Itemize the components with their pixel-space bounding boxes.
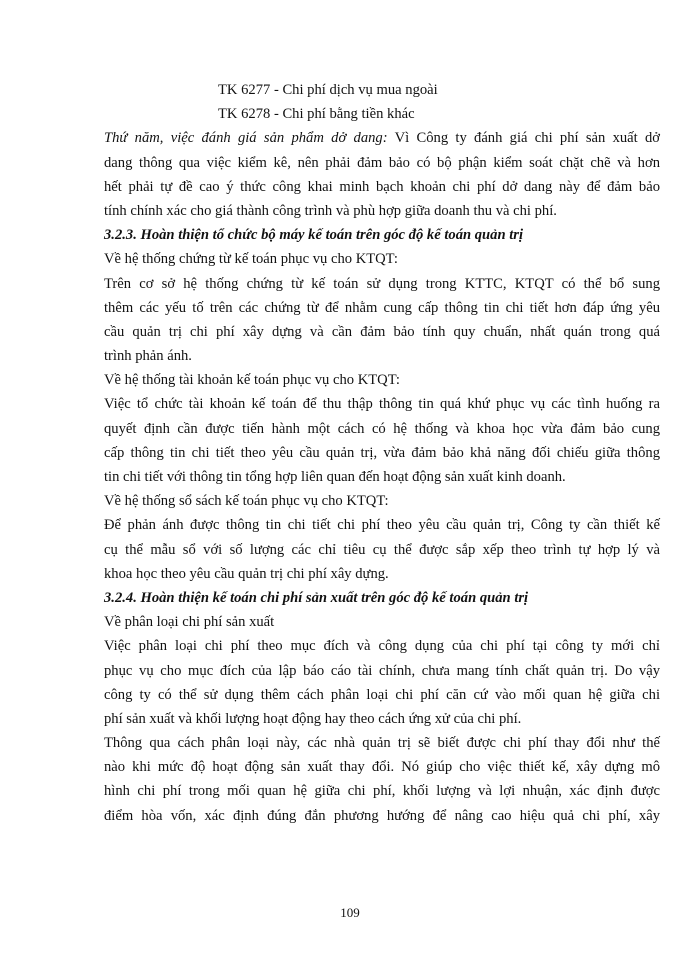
subheading-accounts: Về hệ thống tài khoản kế toán phục vụ cho KTQT: [104,372,400,389]
paragraph-line: điểm hòa vốn, xác định đúng đắn phương hướng để nâng cao hiệu quả chi phí, xây [104,807,660,824]
paragraph-line: hết phải tự đề cao ý thức công khai minh bạch khoản chi phí dở dang này để đảm bảo [104,178,660,195]
paragraph-line: Trên cơ sở hệ thống chứng từ kế toán sử dụng trong KTTC, KTQT có thể bổ sung [104,275,660,292]
paragraph-classification [104,634,660,731]
paragraph-line: Thông qua cách phân loại này, các nhà quản trị sẽ biết được chi phí thay đổi như thế [104,735,660,752]
paragraph-line: Việc phân loại chi phí theo mục đích và công dụng của chi phí tại công ty mới chỉ [104,638,660,655]
paragraph-line: công ty có thể sử dụng thêm cách phân loại chi phí căn cứ vào mối quan hệ giữa chi [104,686,660,703]
paragraph-line: khoa học theo yêu cầu quản trị chi phí xây dựng. [104,565,389,582]
paragraph-books [104,513,660,586]
paragraph-fifth [104,126,660,223]
document-page [104,78,660,828]
paragraph-line: trình phản ánh. [104,348,192,365]
subheading-classification: Về phân loại chi phí sản xuất [104,614,275,631]
section-heading-3-2-4: 3.2.4. Hoàn thiện kế toán chi phí sản xuất trên góc độ kế toán quản trị [104,589,529,606]
paragraph-documents [104,272,660,369]
section-heading-3-2-3: 3.2.3. Hoàn thiện tổ chức bộ máy kế toán trên góc độ kế toán quản trị [104,227,524,244]
paragraph-lead: Thứ năm, việc đánh giá sản phẩm dở dang: [104,130,388,147]
page-number: 109 [340,905,360,920]
paragraph-accounts [104,392,660,489]
paragraph-through [104,731,660,828]
paragraph-line: cụ thể mẫu sổ với số lượng các chỉ tiêu cụ thể được sắp xếp theo trình tự hợp lý và [104,541,660,558]
subheading-documents: Về hệ thống chứng từ kế toán phục vụ cho KTQT: [104,251,398,268]
paragraph-line: cầu quản trị chi phí xây dựng và cần đảm bảo tính quy chuẩn, nhất quán trong quá [104,323,660,340]
paragraph-line: Việc tổ chức tài khoản kế toán để thu thập thông tin quá khứ phục vụ các tình huống ra [104,396,660,413]
paragraph-line: quyết định cần được tiến hành một cách có hệ thống và khoa học vừa đảm bảo cung [104,420,660,437]
subheading-books: Về hệ thống sổ sách kế toán phục vụ cho KTQT: [104,493,389,510]
paragraph-text: Vì Công ty đánh giá chi phí sản xuất dở [394,130,660,147]
paragraph-line: thêm các yếu tố trên các chứng từ để nhằm cung cấp thông tin chi tiết hơn đáp ứng yêu [104,299,660,316]
account-line-6277: TK 6277 - Chi phí dịch vụ mua ngoài [218,82,438,98]
paragraph-line: tính chính xác cho giá thành công trình và phù hợp giữa doanh thu và chi phí. [104,202,557,219]
paragraph-line: phí sản xuất và khối lượng hoạt động hay theo cách ứng xử của chi phí. [104,710,522,727]
account-line-6278: TK 6278 - Chi phí bằng tiền khác [218,106,415,123]
paragraph-line: hình chi phí trong mối quan hệ giữa chi phí, khối lượng và lợi nhuận, xác định được [104,783,660,800]
paragraph-line: tin chi tiết với thông tin tổng hợp liên quan đến hoạt động sản xuất kinh doanh. [104,469,566,485]
paragraph-line: Để phản ánh được thông tin chi tiết chi phí theo yêu cầu quản trị, Công ty cần thiết kế [104,517,660,534]
paragraph-line: phục vụ cho mục đích của lập báo cáo tài chính, chưa mang tính chất quản trị. Do vậy [104,662,660,679]
paragraph-line [104,126,660,150]
paragraph-line: dang thông qua việc kiểm kê, nên phải đảm bảo có bộ phận kiểm soát chặt chẽ và hơn [104,154,660,171]
paragraph-line: nào khi mức độ hoạt động sản xuất thay đổi. Nó giúp cho việc thiết kế, xây dựng mô [104,759,660,776]
paragraph-line: cấp thông tin chi tiết theo yêu cầu quản trị, vừa đảm bảo khả năng đối chiếu giữa thông [104,444,660,461]
